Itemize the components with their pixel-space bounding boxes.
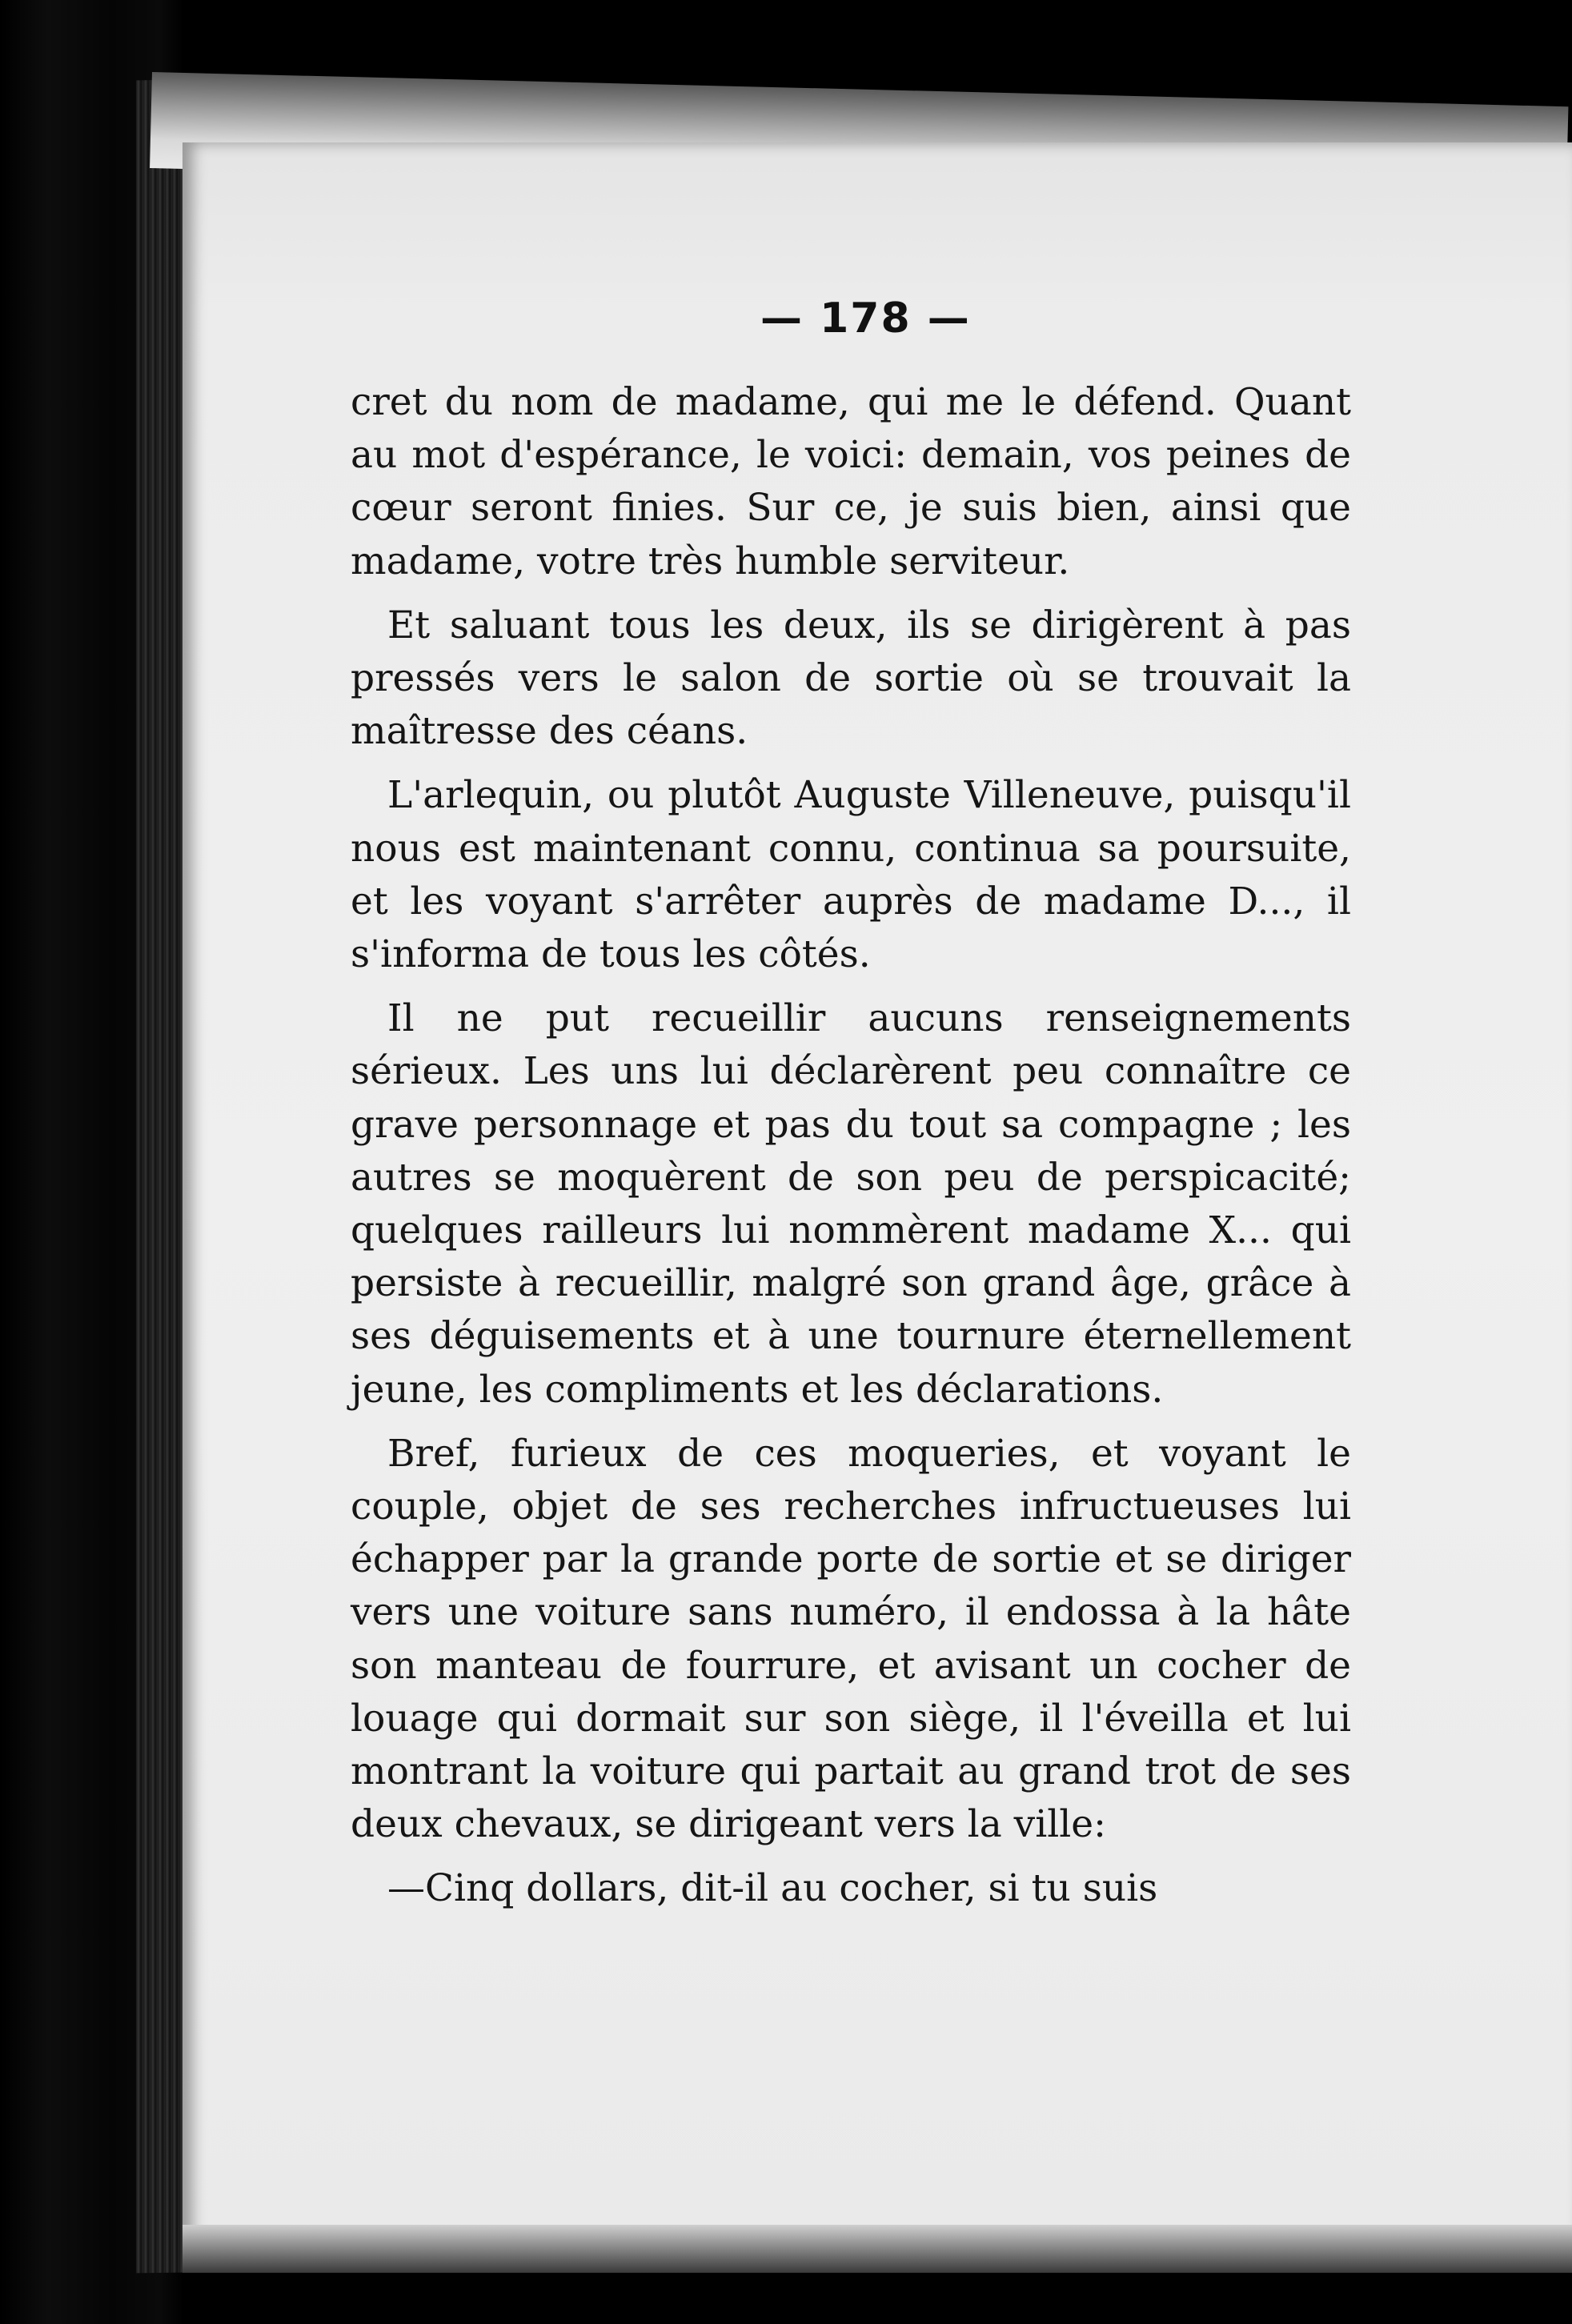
page-number: — 178 —	[760, 295, 971, 343]
book-edge	[136, 80, 184, 2274]
paragraph: Il ne put recueillir aucuns renseignements sérieux. Les uns lui déclarèrent peu connaître ce grave personnage et pas du tout sa compagne ; les autres se moquèrent de son peu de perspicacité; quelques railleurs lui nommèrent madame X... qui persiste à recueillir, malgré son grand âge, grâce à ses déguisements et à une tournure éternellement jeune, les compliments et les déclarations.	[351, 996, 1351, 1412]
paragraph: —Cinq dollars, dit-il au cocher, si tu suis	[387, 1866, 1158, 1911]
paragraph: Et saluant tous les deux, ils se dirigèrent à pas pressés vers le salon de sortie où se trouvait la maîtresse des céans.	[351, 603, 1351, 754]
paragraph: L'arlequin, ou plutôt Auguste Villeneuve, puisqu'il nous est maintenant connu, continua sa poursuite, et les voyant s'arrêter auprès de madame D..., il s'informa de tous les côtés.	[351, 773, 1351, 977]
page-text	[351, 376, 1351, 1927]
paragraph: cret du nom de madame, qui me le défend. Quant au mot d'espérance, le voici: demain, vos peines de cœur seront finies. Sur ce, je suis bien, ainsi que madame, votre très humble serviteur.	[351, 380, 1351, 583]
page-bottom-edge	[182, 2225, 1572, 2273]
paragraph: Bref, furieux de ces moqueries, et voyant le couple, objet de ses recherches infructueuses lui échapper par la grande porte de sortie et se diriger vers une voiture sans numéro, il endossa à la hâte son manteau de fourrure, et avisant un cocher de louage qui dormait sur son siège, il l'éveilla et lui montrant la voiture qui partait au grand trot de ses deux chevaux, se dirigeant vers la ville:	[351, 1431, 1351, 1847]
